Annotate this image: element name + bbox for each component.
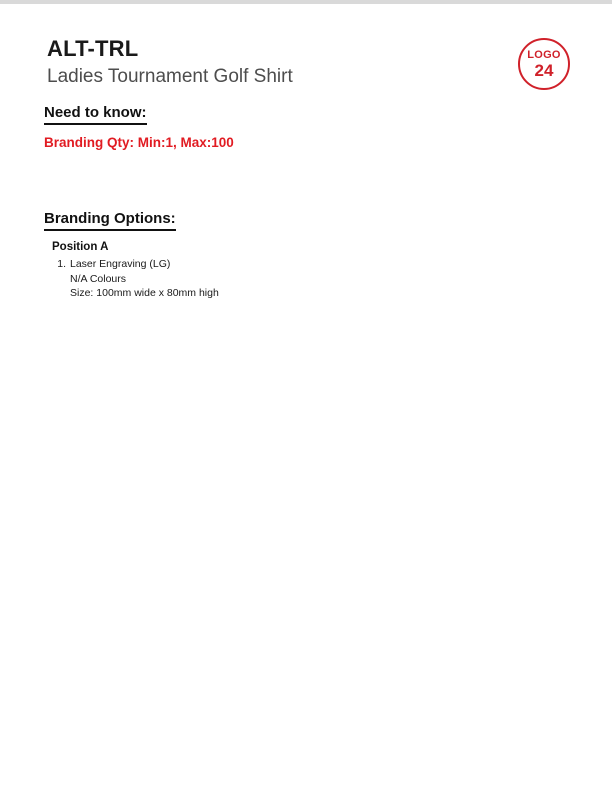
option-colours: N/A Colours xyxy=(70,272,127,285)
list-item xyxy=(52,258,522,301)
logo-number: 24 xyxy=(534,60,554,80)
option-method: Laser Engraving (LG) xyxy=(70,258,171,270)
branding-options-heading: Branding Options: xyxy=(44,210,176,231)
position-block xyxy=(52,240,522,301)
product-code: ALT-TRL xyxy=(47,36,139,61)
position-label: Position A xyxy=(52,241,109,253)
logo24-logo xyxy=(518,38,570,90)
document-header xyxy=(47,36,567,89)
branding-qty-text: Branding Qty: Min:1, Max:100 xyxy=(44,135,234,150)
option-index: 1. xyxy=(57,258,66,270)
logo-word: LOGO xyxy=(527,48,561,61)
option-size: Size: 100mm wide x 80mm high xyxy=(70,287,219,299)
branding-option-list xyxy=(52,258,522,301)
option-text xyxy=(70,258,522,301)
top-divider xyxy=(0,0,612,4)
branding-options-body xyxy=(52,240,522,301)
product-name: Ladies Tournament Golf Shirt xyxy=(47,66,293,87)
need-to-know-heading: Need to know: xyxy=(44,104,147,125)
